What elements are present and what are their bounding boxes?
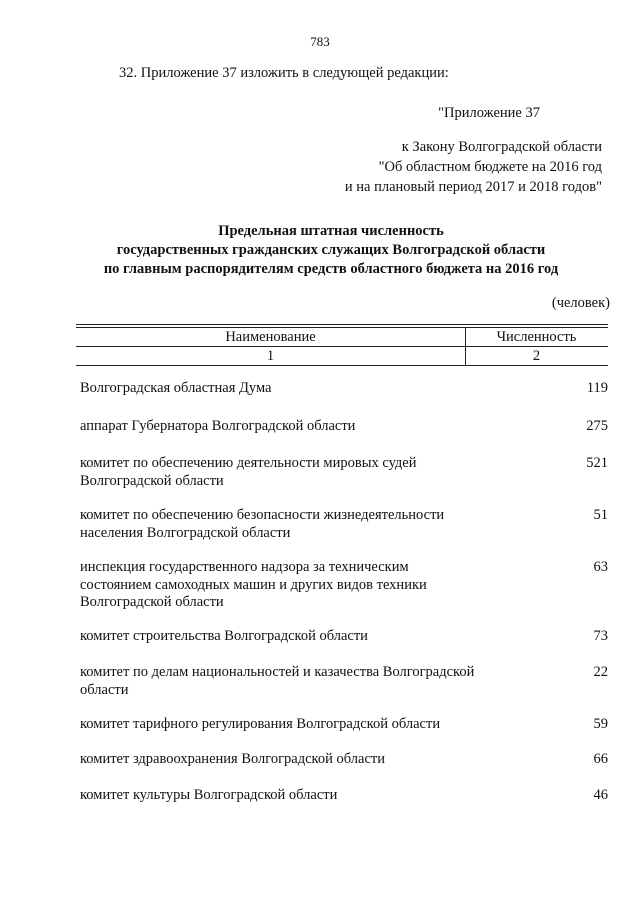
table-top-rule [76,324,608,325]
column-number-1: 1 [266,348,275,364]
row-value: 22 [593,664,608,680]
annex-reference [345,137,602,197]
column-header-count: Численность [496,329,577,345]
row-name: Волгоградская областная Дума [80,380,272,396]
row-name: комитет по обеспечению деятельности мировых судей Волгоградской области [80,455,417,489]
annex-line-2: "Об областном бюджете на 2016 год [378,159,602,175]
table-header-rule [76,346,608,347]
row-value: 275 [586,418,608,434]
row-name: комитет здравоохранения Волгоградской области [80,751,385,767]
row-value: 59 [593,716,608,732]
page-number: 783 [310,34,330,49]
annex-line-3: и на плановый период 2017 и 2018 годов" [344,179,602,195]
table-top-rule-double [76,327,608,328]
row-value: 119 [586,380,608,396]
annex-line-1: к Закону Волгоградской области [401,139,602,155]
row-value: 51 [593,507,608,523]
row-value: 521 [586,455,608,471]
document-title [0,222,640,279]
table-number-rule [76,365,608,366]
row-name: инспекция государственного надзора за техническим состоянием самоходных машин и других видов техники Волгоградской области [80,559,427,610]
row-name: комитет строительства Волгоградской области [80,628,368,644]
column-number-2: 2 [532,348,541,364]
row-name: комитет по обеспечению безопасности жизнедеятельности населения Волгоградской области [80,507,445,541]
title-line-2: государственных гражданских служащих Волгоградской области [116,242,546,258]
title-line-3: по главным распорядителям средств областного бюджета на 2016 год [103,261,559,277]
row-value: 73 [593,628,608,644]
row-name: аппарат Губернатора Волгоградской области [80,418,356,434]
annex-label: "Приложение 37 [438,105,540,121]
row-value: 46 [593,787,608,803]
units-label: (человек) [551,295,610,311]
row-name: комитет культуры Волгоградской области [80,787,338,803]
row-name: комитет по делам национальностей и казачества Волгоградской области [80,664,475,698]
column-header-name: Наименование [225,329,316,345]
title-line-1: Предельная штатная численность [218,223,444,239]
row-name: комитет тарифного регулирования Волгоградской области [80,716,441,732]
row-value: 63 [593,559,608,575]
row-value: 66 [593,751,608,767]
intro-paragraph: 32. Приложение 37 изложить в следующей редакции: [119,65,449,81]
